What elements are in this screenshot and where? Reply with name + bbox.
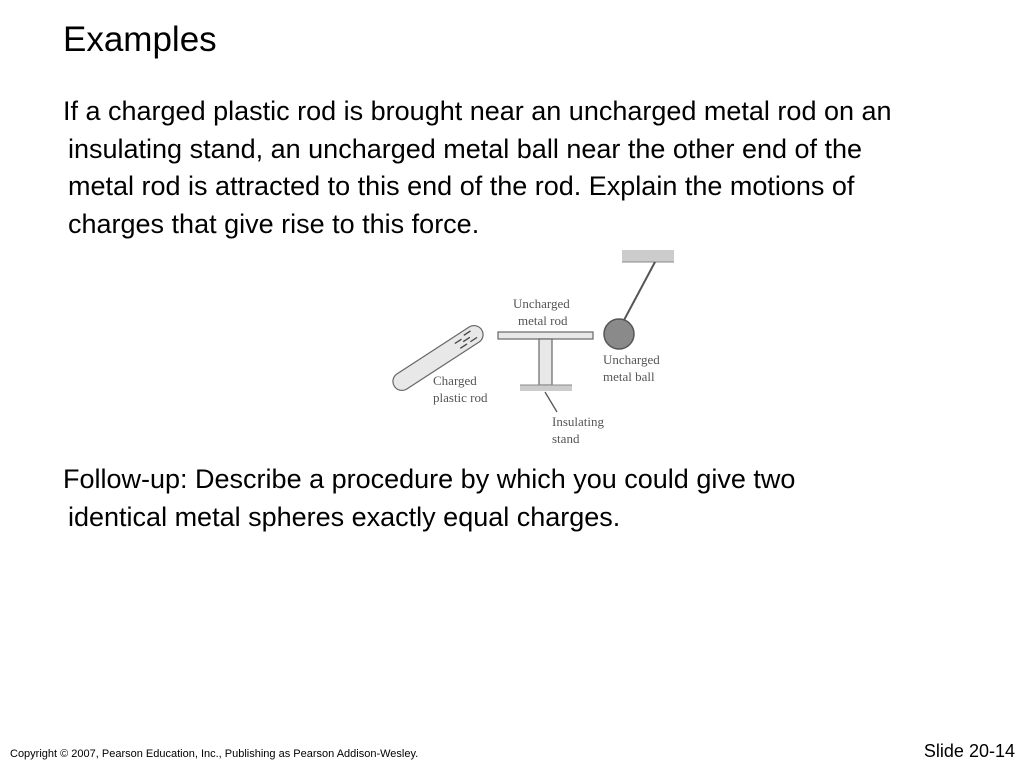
insulating-stand-post: [539, 339, 552, 385]
ball-label-2: metal ball: [603, 369, 655, 384]
slide-number: Slide 20-14: [923, 741, 1015, 761]
followup-text: [63, 461, 795, 536]
stand-label-1: Insulating: [552, 414, 604, 429]
question-line: insulating stand, an uncharged metal ball near the other end of the: [68, 133, 863, 164]
followup-line: Follow-up: Describe a procedure by which you could give two: [63, 464, 796, 494]
metal-rod-label-2: metal rod: [518, 313, 568, 328]
question-line: metal rod is attracted to this end of the rod. Explain the motions of: [68, 171, 855, 201]
string: [623, 262, 655, 322]
diagram-svg: [385, 250, 685, 450]
stand-base: [520, 385, 572, 391]
ceiling-support: [622, 250, 674, 262]
plastic-rod-label-1: Charged: [433, 373, 477, 388]
followup-line: identical metal spheres exactly equal charges.: [68, 501, 621, 532]
question-line: If a charged plastic rod is brought near an uncharged metal rod on an: [63, 96, 892, 126]
slide-title: Examples: [63, 20, 217, 59]
metal-ball: [604, 319, 634, 349]
stand-label-2: stand: [552, 431, 580, 446]
metal-rod-label-1: Uncharged: [513, 296, 570, 311]
question-text: [63, 93, 892, 243]
plastic-rod-label-2: plastic rod: [433, 390, 488, 405]
physics-diagram: [385, 250, 685, 450]
metal-rod: [498, 332, 593, 339]
copyright-notice: Copyright © 2007, Pearson Education, Inc., Publishing as Pearson Addison-Wesley.: [10, 748, 419, 760]
stand-pointer: [545, 392, 557, 412]
ball-label-1: Uncharged: [603, 352, 660, 367]
question-line: charges that give rise to this force.: [68, 208, 480, 239]
